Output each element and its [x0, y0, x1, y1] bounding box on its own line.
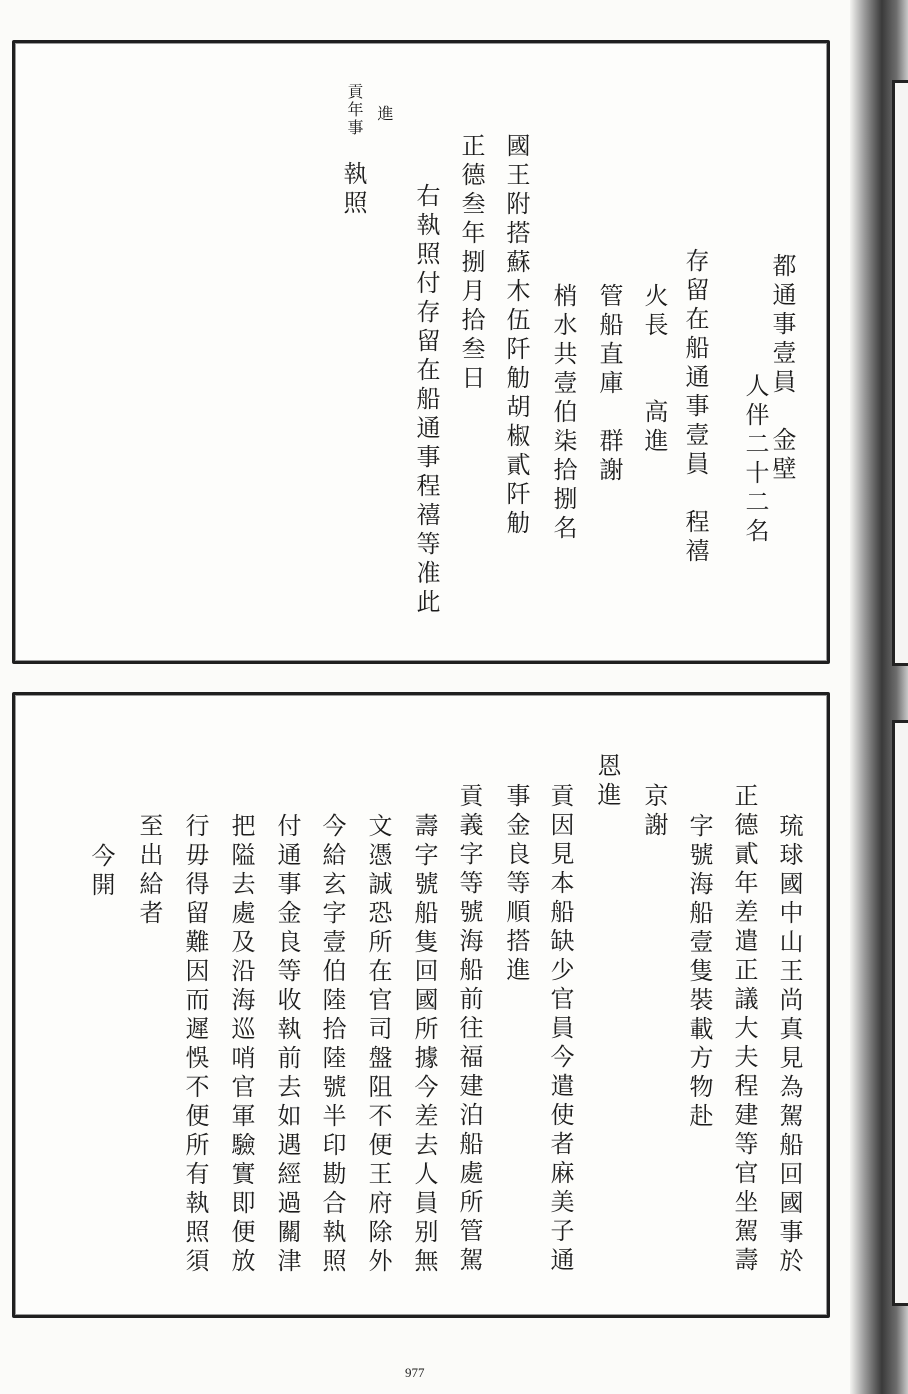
doc-column-small: 貢年事	[345, 83, 364, 137]
doc-column: 管船直庫 群謝	[595, 283, 623, 486]
doc-column: 行毋得留難因而遲悞不便所有執照須	[181, 813, 209, 1277]
page-number: 977	[405, 1365, 425, 1380]
doc-column: 把隘去處及沿海巡哨官軍驗實即便放	[227, 813, 255, 1277]
doc-column: 京謝	[640, 783, 668, 841]
doc-column: 正德叁年捌月拾叁日	[457, 133, 485, 394]
doc-column: 正德貳年差遣正議大夫程建等官坐駕壽	[730, 783, 758, 1276]
doc-column: 字號海船壹隻裝載方物赴	[685, 813, 713, 1132]
doc-column: 事金良等順搭進	[502, 783, 530, 986]
doc-column-small: 進	[375, 105, 394, 123]
doc-column: 壽字號船隻回國所據今差去人員别無	[410, 813, 438, 1277]
top-document-frame	[12, 40, 830, 664]
doc-column: 梢水共壹伯柒拾捌名	[549, 283, 577, 544]
doc-column: 國王附搭蘇木伍阡觔胡椒貳阡觔	[502, 133, 530, 539]
doc-column: 文憑誠恐所在官司盤阻不便王府除外	[364, 813, 392, 1277]
doc-column: 貢義字等號海船前往福建泊船處所管駕	[455, 783, 483, 1276]
doc-column: 今給玄字壹伯陸拾陸號半印勘合執照	[318, 813, 346, 1277]
doc-column: 人伴二十二名	[741, 373, 769, 547]
doc-column: 執照	[339, 161, 367, 219]
doc-column: 今開	[87, 843, 115, 901]
doc-column: 琉球國中山王尚真見為駕船回國事於	[775, 813, 803, 1277]
doc-column: 火長 高進	[640, 283, 668, 457]
next-page-edge-top	[892, 80, 908, 666]
next-page-edge-bottom	[892, 720, 908, 1306]
bottom-document-frame	[12, 692, 830, 1318]
doc-column: 付通事金良等收執前去如遇經過關津	[273, 813, 301, 1277]
doc-column: 存留在船通事壹員 程禧	[681, 248, 709, 567]
doc-column: 都通事壹員 金壁	[768, 253, 796, 485]
doc-column: 恩進	[593, 753, 621, 811]
doc-column: 至出給者	[135, 813, 163, 929]
doc-column: 貢因見本船缺少官員今遣使者麻美子通	[546, 783, 574, 1276]
doc-column: 右執照付存留在船通事程禧等准此	[412, 183, 440, 618]
